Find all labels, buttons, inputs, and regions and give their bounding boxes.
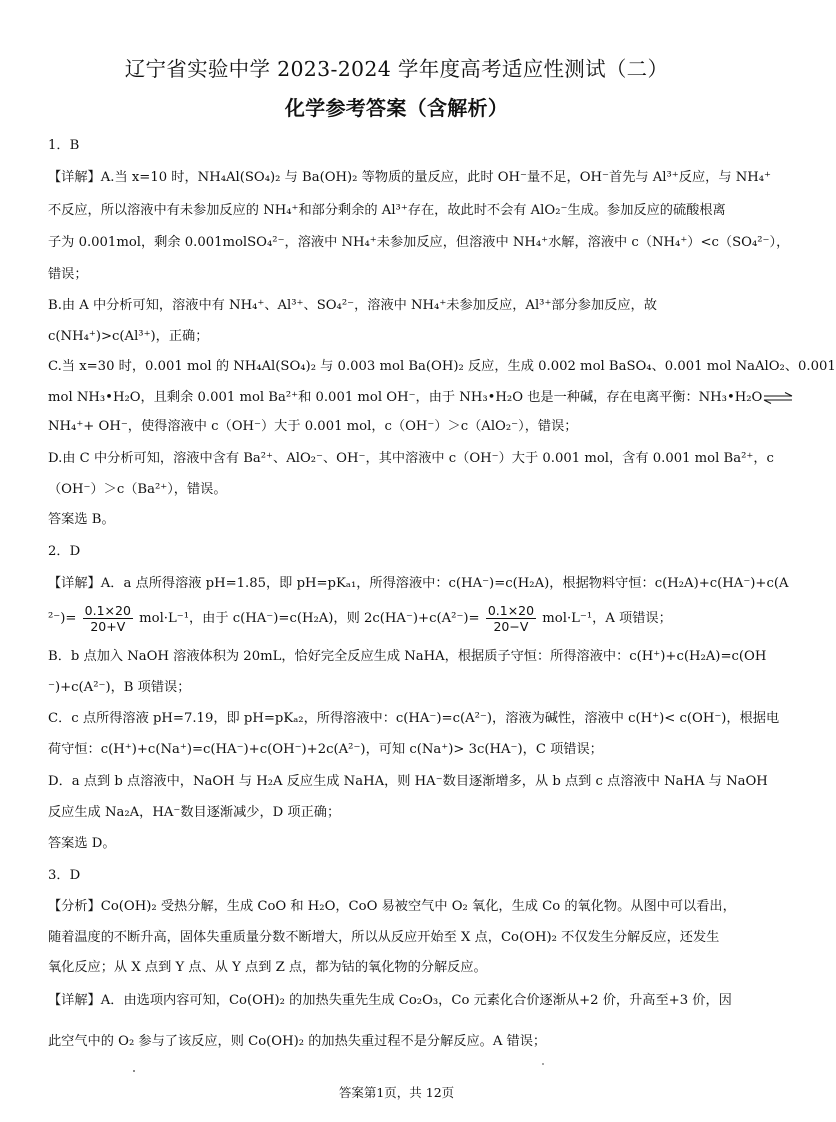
q1-conclusion: 答案选 B。 (48, 512, 115, 527)
fraction-2-numerator: 0.1×20 (487, 603, 535, 618)
fraction-1-denominator: 20+V (90, 619, 126, 634)
page-subtitle: 化学参考答案（含解析） (284, 96, 509, 120)
scan-speck (542, 1063, 544, 1065)
fraction-1 (83, 603, 133, 634)
q2-line-2-formula (48, 603, 751, 637)
q1-line-3: 子为 0.001mol，剩余 0.001molSO₄²⁻，溶液中 NH₄⁺未参加反应，但溶液中 NH₄⁺水解，溶液中 c（NH₄⁺）<c（SO₄²⁻）， (48, 235, 790, 250)
question-3-answer: 3．D (48, 868, 81, 883)
q3-line-1: 【分析】Co(OH)₂ 受热分解，生成 CoO 和 H₂O，CoO 易被空气中 O₂ 氧化，生成 Co 的氧化物。从图中可以看出， (48, 899, 736, 914)
q2-conclusion: 答案选 D。 (48, 836, 116, 851)
fraction-2 (486, 603, 536, 634)
fraction-2-denominator: 20−V (493, 619, 529, 634)
q2-line-5: C．c 点所得溶液 pH=7.19，即 pH=pKₐ₂，所得溶液中：c(HA⁻)=c(A²⁻)，溶液为碱性，溶液中 c(H⁺)< c(OH⁻)，根据电 (48, 711, 780, 726)
fraction-1-numerator: 0.1×20 (84, 603, 131, 618)
scan-speck (133, 1070, 135, 1072)
q2-line-3: B．b 点加入 NaOH 溶液体积为 20mL，恰好完全反应生成 NaHA，根据质子守恒：所得溶液中：c(H⁺)+c(H₂A)=c(OH (48, 649, 767, 664)
q2-line-2b: mol·L⁻¹，由于 c(HA⁻)=c(H₂A)，则 2c(HA⁻)+c(A²⁻)= (139, 611, 480, 626)
q1-line-8-text: mol NH₃•H₂O，且剩余 0.001 mol Ba²⁺和 0.001 mol OH⁻，由于 NH₃•H₂O 也是一种碱，存在电离平衡：NH₃•H₂O (48, 390, 763, 405)
q1-line-11: （OH⁻）＞c（Ba²⁺），错误。 (48, 482, 227, 497)
q2-line-7: D．a 点到 b 点溶液中，NaOH 与 H₂A 反应生成 NaHA，则 HA⁻数目逐渐增多，从 b 点到 c 点溶液中 NaHA 与 NaOH (48, 774, 768, 789)
q1-line-4: 错误； (48, 267, 88, 282)
q2-line-4: ⁻)+c(A²⁻)，B 项错误； (48, 680, 191, 695)
q3-line-2: 随着温度的不断升高，固体失重质量分数不断增大，所以从反应开始至 X 点，Co(OH)₂ 不仅发生分解反应，还发生 (48, 930, 720, 945)
q2-line-2c: mol·L⁻¹，A 项错误； (542, 611, 672, 626)
q1-line-6: c(NH₄⁺)>c(Al³⁺)，正确； (48, 329, 209, 344)
equilibrium-arrow-icon (763, 392, 793, 404)
q3-line-4: 【详解】A．由选项内容可知，Co(OH)₂ 的加热失重先生成 Co₂O₃，Co 元素化合价逐渐从+2 价，升高至+3 价，因 (48, 993, 732, 1008)
q3-line-3: 氧化反应；从 X 点到 Y 点、从 Y 点到 Z 点，都为钴的氧化物的分解反应。 (48, 960, 487, 975)
page-title: 辽宁省实验中学 2023-2024 学年度高考适应性测试（二） (124, 57, 669, 81)
question-2-answer: 2．D (48, 544, 81, 559)
q1-line-10: D.由 C 中分析可知，溶液中含有 Ba²⁺、AlO₂⁻、OH⁻，其中溶液中 c（OH⁻）大于 0.001 mol，含有 0.001 mol Ba²⁺，c (48, 451, 774, 466)
q2-line-2a: ²⁻)= (48, 611, 77, 626)
q2-line-1: 【详解】A．a 点所得溶液 pH=1.85，即 pH=pKₐ₁，所得溶液中：c(HA⁻)=c(H₂A)，根据物料守恒：c(H₂A)+c(HA⁻)+c(A (48, 576, 789, 591)
q3-line-5: 此空气中的 O₂ 参与了该反应，则 Co(OH)₂ 的加热失重过程不是分解反应。A 错误； (48, 1034, 547, 1049)
q1-line-9: NH₄⁺+ OH⁻，使得溶液中 c（OH⁻）大于 0.001 mol，c（OH⁻）＞c（AlO₂⁻），错误； (48, 419, 578, 434)
q1-line-8 (48, 389, 763, 407)
question-1-answer: 1．B (48, 138, 80, 153)
q1-line-2: 不反应，所以溶液中有未参加反应的 NH₄⁺和部分剩余的 Al³⁺存在，故此时不会有 AlO₂⁻生成。参加反应的硫酸根离 (48, 203, 726, 218)
q2-line-6: 荷守恒：c(H⁺)+c(Na⁺)=c(HA⁻)+c(OH⁻)+2c(A²⁻)，可知 c(Na⁺)> 3c(HA⁻)，C 项错误； (48, 742, 603, 757)
q1-line-5: B.由 A 中分析可知，溶液中有 NH₄⁺、Al³⁺、SO₄²⁻，溶液中 NH₄⁺未参加反应，Al³⁺部分参加反应，故 (48, 298, 657, 313)
page-footer: 答案第1页，共 12页 (338, 1085, 455, 1100)
q2-line-8: 反应生成 Na₂A，HA⁻数目逐渐减少，D 项正确； (48, 805, 341, 820)
q1-line-1: 【详解】A.当 x=10 时，NH₄Al(SO₄)₂ 与 Ba(OH)₂ 等物质的量反应，此时 OH⁻量不足，OH⁻首先与 Al³⁺反应，与 NH₄⁺ (48, 170, 771, 185)
q1-line-7: C.当 x=30 时，0.001 mol 的 NH₄Al(SO₄)₂ 与 0.003 mol Ba(OH)₂ 反应，生成 0.002 mol BaSO₄、0.001 mol NaAlO₂、0.001 (48, 359, 836, 374)
